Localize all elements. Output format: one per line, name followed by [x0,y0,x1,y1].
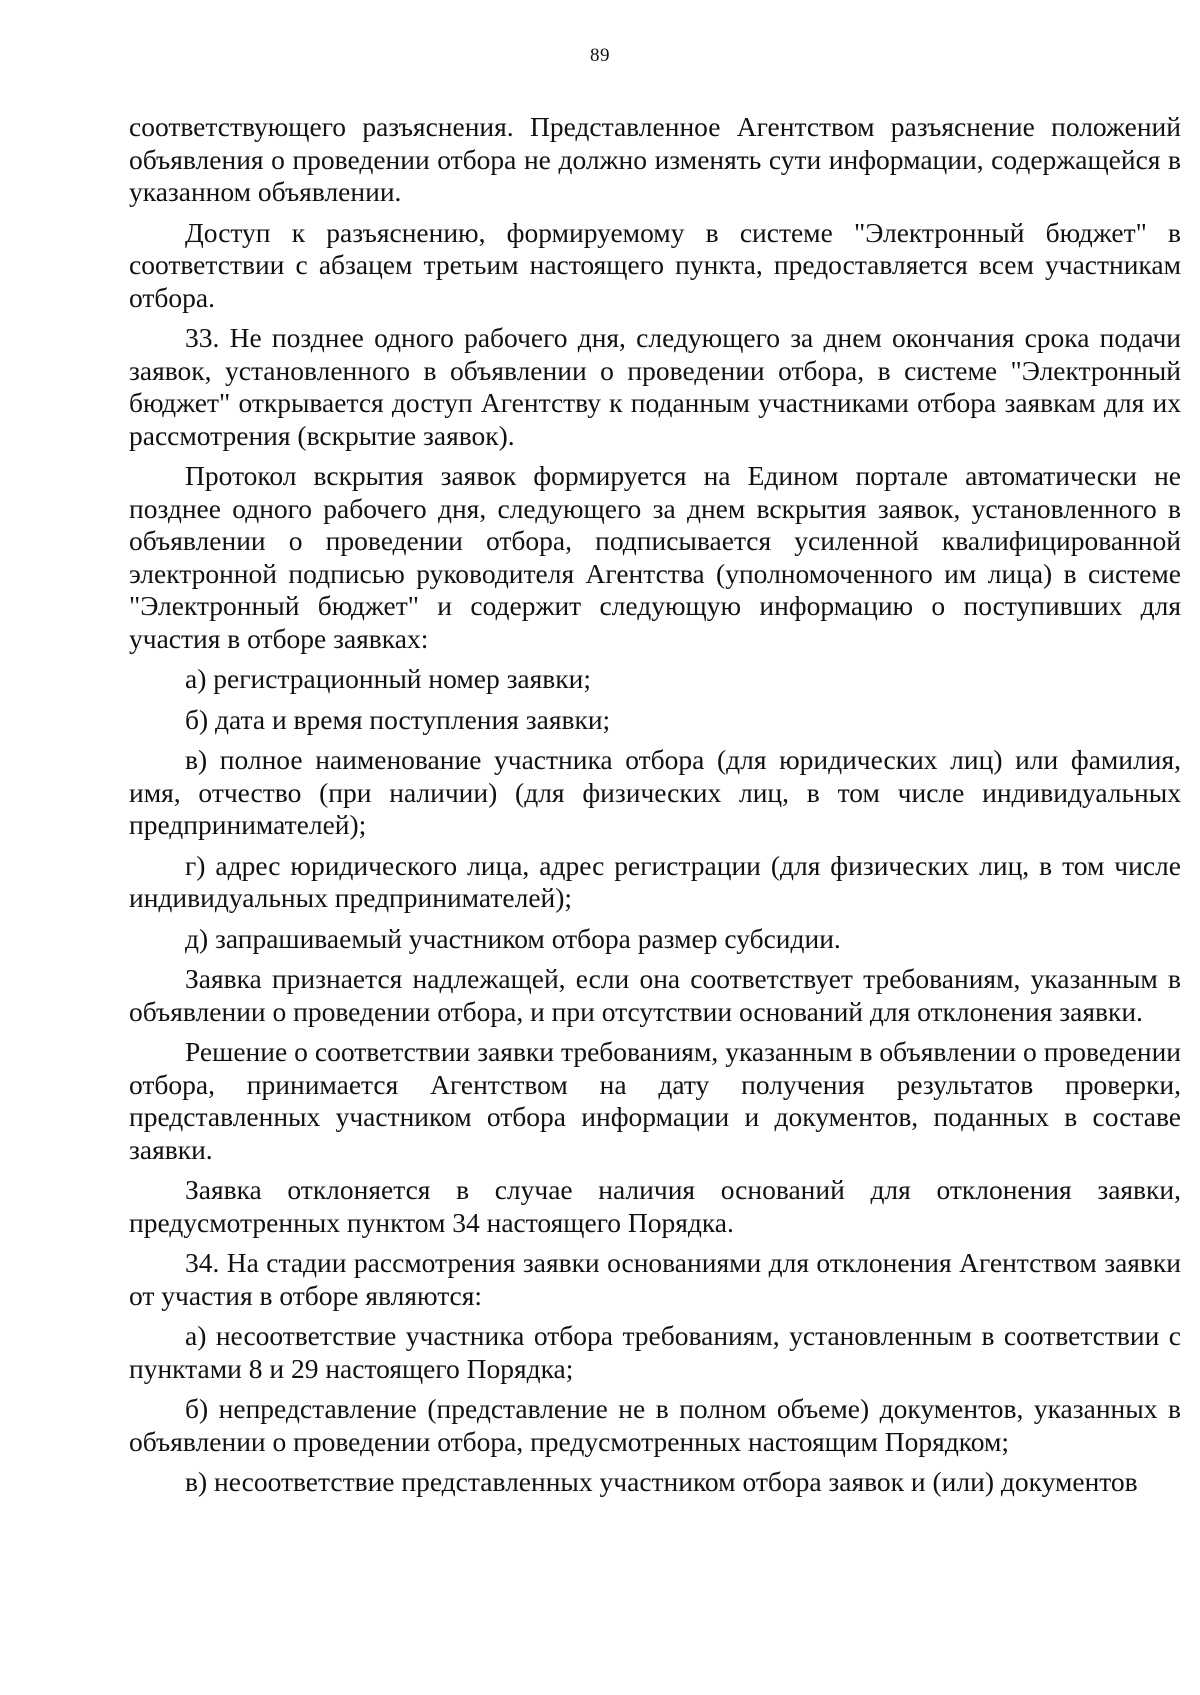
page-number: 89 [590,45,610,66]
list-item-d: д) запрашиваемый участником отбора размер субсидии. [185,922,841,954]
list-item-g: г) адрес юридического лица, адрес регистрации (для физических лиц, в том числе индивидуальных предпринимателей); [129,849,1181,913]
list-item-b: б) дата и время поступления заявки; [185,703,611,735]
paragraph-item-33: 33. Не позднее одного рабочего дня, следующего за днем окончания срока подачи заявок, установленного в объявлении о проведении отбора, в системе "Электронный бюджет" открывается доступ Агентству к поданным участниками отбора заявкам для их рассмотрения (вскрытие заявок). [129,322,1181,451]
paragraph-item-34: 34. На стадии рассмотрения заявки основаниями для отклонения Агентством заявки от участия в отборе являются: [129,1247,1181,1311]
rejection-item-a: а) несоответствие участника отбора требованиям, установленным в соответствии с пунктами 8 и 29 настоящего Порядка; [129,1320,1181,1384]
list-item-a: а) регистрационный номер заявки; [185,663,591,694]
paragraph-application-proper: Заявка признается надлежащей, если она соответствует требованиям, указанным в объявлении о проведении отбора, и при отсутствии оснований для отклонения заявки. [129,963,1181,1027]
document-body [129,111,1181,1507]
paragraph-compliance-decision: Решение о соответствии заявки требованиям, указанным в объявлении о проведении отбора, принимается Агентством на дату получения результатов проверки, представленных участником отбора информации и документов, поданных в составе заявки. [129,1036,1181,1165]
list-item-v: в) полное наименование участника отбора (для юридических лиц) или фамилия, имя, отчество (при наличии) (для физических лиц, в том числе индивидуальных предпринимателей); [129,744,1181,840]
rejection-item-b: б) непредставление (представление не в полном объеме) документов, указанных в объявлении о проведении отбора, предусмотренных настоящим Порядком; [129,1393,1181,1457]
rejection-item-v: в) несоответствие представленных участником отбора заявок и (или) документов [185,1466,1138,1497]
paragraph-opening-protocol: Протокол вскрытия заявок формируется на Едином портале автоматически не позднее одного рабочего дня, следующего за днем вскрытия заявок, установленного в объявлении о проведении отбора, подписывается усиленной квалифицированной электронной подписью руководителя Агентства (уполномоченного им лица) в системе "Электронный бюджет" и содержит следующую информацию о поступивших для участия в отборе заявках: [129,460,1181,654]
paragraph-clarification-continued: соответствующего разъяснения. Представленное Агентством разъяснение положений объявления о проведении отбора не должно изменять сути информации, содержащейся в указанном объявлении. [129,111,1181,207]
paragraph-application-rejected: Заявка отклоняется в случае наличия оснований для отклонения заявки, предусмотренных пунктом 34 настоящего Порядка. [129,1174,1181,1238]
paragraph-clarification-access: Доступ к разъяснению, формируемому в системе "Электронный бюджет" в соответствии с абзацем третьим настоящего пункта, предоставляется всем участникам отбора. [129,216,1181,313]
